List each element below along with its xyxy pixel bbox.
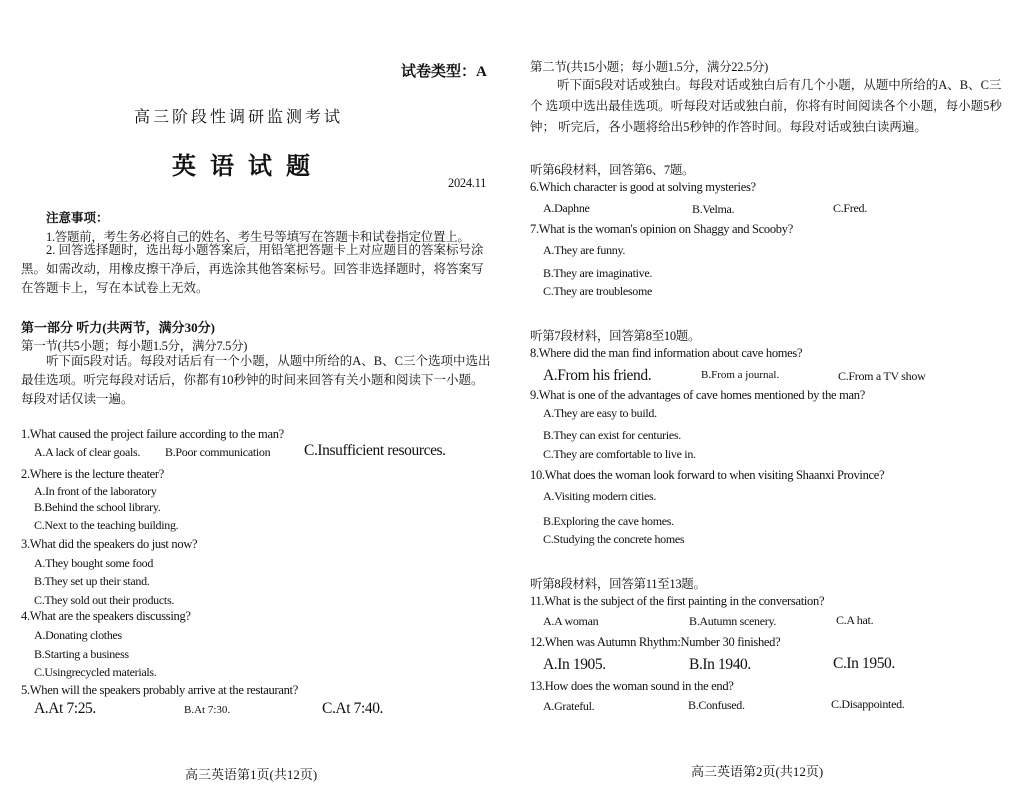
page-right <box>509 0 1018 800</box>
q11-option-c: C.A hat. <box>836 613 874 627</box>
subject-title: 英 语 试 题 <box>172 154 314 180</box>
section2-title: 第二节(共15小题；每小题1.5分，满分22.5分) <box>530 60 769 74</box>
question-1: 1.What caused the project failure according to the man? <box>21 427 284 441</box>
q10-option-a: A.Visiting modern cities. <box>543 489 657 503</box>
exam-date: 2024.11 <box>448 176 487 190</box>
q4-option-c: C.Usingrecycled materials. <box>34 665 157 679</box>
exam-name: 高三阶段性调研监测考试 <box>134 109 344 126</box>
question-2: 2.Where is the lecture theater? <box>21 467 165 481</box>
material-7-heading: 听第7段材料，回答第8至10题。 <box>530 329 701 343</box>
q5-option-a: A.At 7:25. <box>34 700 96 717</box>
question-6: 6.Which character is good at solving mysteries? <box>530 180 756 194</box>
q4-option-b: B.Starting a business <box>34 647 129 661</box>
q13-option-c: C.Disappointed. <box>831 697 905 711</box>
material-6-heading: 听第6段材料，回答第6、7题。 <box>530 163 695 177</box>
material-8-heading: 听第8段材料，回答第11至13题。 <box>530 577 706 591</box>
q1-option-a: A.A lack of clear goals. <box>34 445 141 459</box>
q4-option-a: A.Donating clothes <box>34 628 122 642</box>
question-5: 5.When will the speakers probably arrive at the restaurant? <box>21 683 298 697</box>
question-10: 10.What does the woman look forward to when visiting Shaanxi Province? <box>530 468 885 482</box>
question-12: 12.When was Autumn Rhythm:Number 30 finished? <box>530 635 781 649</box>
q7-option-b: B.They are imaginative. <box>543 266 653 280</box>
q8-option-b: B.From a journal. <box>701 369 780 381</box>
q13-option-a: A.Grateful. <box>543 699 595 713</box>
section1-title: 第一节(共5小题；每小题1.5分，满分7.5分) <box>21 339 248 353</box>
q6-option-b: B.Velma. <box>692 202 735 216</box>
q3-option-c: C.They sold out their products. <box>34 593 175 607</box>
q9-option-b: B.They can exist for centuries. <box>543 428 681 442</box>
q7-option-c: C.They are troublesome <box>543 284 653 298</box>
question-11: 11.What is the subject of the first painting in the conversation? <box>530 594 825 608</box>
q12-option-c: C.In 1950. <box>833 655 895 672</box>
paper-type: 试卷类型：A <box>401 64 487 80</box>
part1-title: 第一部分 听力(共两节，满分30分) <box>21 320 215 335</box>
q11-option-a: A.A woman <box>543 614 599 628</box>
page-footer-left: 高三英语第1页(共12页) <box>185 767 318 782</box>
q8-option-a: A.From his friend. <box>543 367 652 384</box>
q13-option-b: B.Confused. <box>688 698 745 712</box>
q5-option-b: B.At 7:30. <box>184 704 231 716</box>
question-13: 13.How does the woman sound in the end? <box>530 679 734 693</box>
q10-option-c: C.Studying the concrete homes <box>543 532 685 546</box>
q10-option-b: B.Exploring the cave homes. <box>543 514 674 528</box>
page-footer-right: 高三英语第2页(共12页) <box>691 764 824 779</box>
section2-instructions: 听下面5段对话或独白。每段对话或独白后有几个小题，从题中所给的A、B、C三个 选项中选出最佳选项。听每段对话或独白前，你将有时间阅读各个小题，每小题5秒钟； 听完后，各小题将给出5秒钟的作答时间。每段对话或独白读两遍。 <box>530 78 1002 134</box>
q12-option-a: A.In 1905. <box>543 656 606 673</box>
q11-option-b: B.Autumn scenery. <box>689 614 777 628</box>
q3-option-b: B.They set up their stand. <box>34 574 150 588</box>
q1-option-c: C.Insufficient resources. <box>304 442 446 459</box>
section1-instructions: 听下面5段对话。每段对话后有一个小题，从题中所给的A、B、C三个选项中选出最佳选项。听完每段对话后，你都有10秒钟的时间来回答有关小题和阅读下一小题。每段对话仅读一遍。 <box>21 354 491 406</box>
q3-option-a: A.They bought some food <box>34 556 154 570</box>
q12-option-b: B.In 1940. <box>689 656 751 673</box>
question-3: 3.What did the speakers do just now? <box>21 537 198 551</box>
question-8: 8.Where did the man find information about cave homes? <box>530 346 803 360</box>
q2-option-a: A.In front of the laboratory <box>34 484 157 498</box>
q1-option-b: B.Poor communication <box>165 445 271 459</box>
notice-2: 2. 回答选择题时，选出每小题答案后，用铅笔把答题卡上对应题目的答案标号涂黑。如需改动，用橡皮擦干净后，再选涂其他答案标号。回答非选择题时，将答案写在答题卡上，写在本试卷上无效。 <box>21 243 484 295</box>
notice-title: 注意事项： <box>46 211 109 225</box>
question-4: 4.What are the speakers discussing? <box>21 609 191 623</box>
notice-1: 1.答题前，考生务必将自己的姓名、考生号等填写在答题卡和试卷指定位置上。 <box>46 230 470 244</box>
q2-option-b: B.Behind the school library. <box>34 500 161 514</box>
q6-option-c: C.Fred. <box>833 201 867 215</box>
q8-option-c: C.From a TV show <box>838 369 926 383</box>
q9-option-a: A.They are easy to build. <box>543 406 657 420</box>
q7-option-a: A.They are funny. <box>543 243 626 257</box>
question-9: 9.What is one of the advantages of cave homes mentioned by the man? <box>530 388 865 402</box>
q6-option-a: A.Daphne <box>543 201 590 215</box>
question-7: 7.What is the woman's opinion on Shaggy and Scooby? <box>530 222 793 236</box>
q5-option-c: C.At 7:40. <box>322 700 384 717</box>
q9-option-c: C.They are comfortable to live in. <box>543 447 696 461</box>
q2-option-c: C.Next to the teaching building. <box>34 518 179 532</box>
